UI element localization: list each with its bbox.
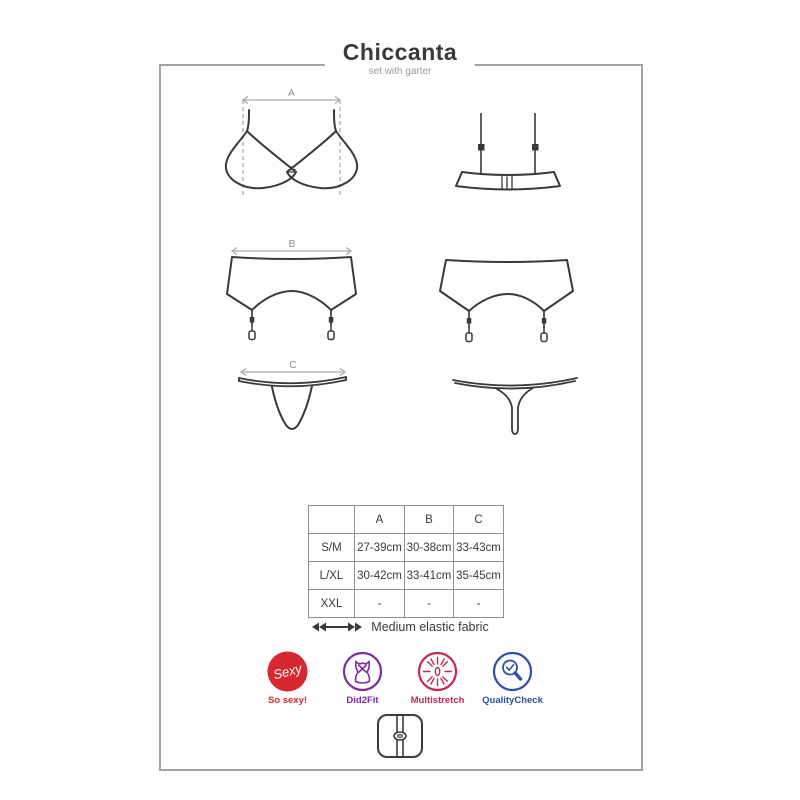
size-value: - [454, 590, 504, 618]
page-subtitle: set with garter [368, 66, 432, 77]
garter-straps [469, 311, 544, 328]
feature-label: So sexy! [267, 695, 308, 706]
thong-back-diagram [449, 364, 581, 456]
measurement-c-label: C [289, 360, 297, 371]
table-row [309, 562, 504, 590]
panty-front-diagram [224, 359, 376, 451]
measurement-b-label: B [288, 239, 296, 250]
feature-badges-row [0, 651, 800, 706]
fabric-note [0, 620, 800, 634]
garter-front-diagram [208, 234, 390, 352]
feature-multistretch [407, 651, 469, 706]
feature-label: Did2Fit [346, 695, 379, 706]
size-table-corner-cell [309, 506, 355, 534]
garter-clips [466, 328, 547, 342]
size-label: L/XL [309, 562, 355, 590]
size-value: - [405, 590, 454, 618]
garter-back-diagram [428, 249, 590, 351]
strap-adjuster [478, 144, 485, 151]
stretch-arrow-icon [311, 620, 363, 634]
size-value: 33-41cm [405, 562, 454, 590]
corset-fit-icon [342, 651, 383, 692]
multistretch-burst-icon [417, 651, 458, 692]
strap-adjuster [532, 144, 539, 151]
feature-qualitycheck [482, 651, 544, 706]
size-label: S/M [309, 534, 355, 562]
magnifier-check-icon [492, 651, 533, 692]
size-table-col-b: B [405, 506, 454, 534]
size-value: 30-42cm [355, 562, 405, 590]
size-table-col-a: A [355, 506, 405, 534]
table-row [309, 590, 504, 618]
sexy-badge-icon [267, 651, 308, 692]
svg-text:Sexy: Sexy [271, 660, 304, 683]
size-table [308, 505, 504, 618]
title-block [325, 39, 475, 81]
size-value: 33-43cm [454, 534, 504, 562]
measurement-a-label: A [288, 88, 295, 99]
page-title: Chiccanta [342, 39, 458, 65]
feature-so-sexy [257, 651, 319, 706]
size-value: 30-38cm [405, 534, 454, 562]
bra-front-diagram [213, 84, 388, 216]
size-value: - [355, 590, 405, 618]
garter-straps [252, 310, 331, 326]
size-table-col-c: C [454, 506, 504, 534]
garter-clip-icon [375, 712, 425, 760]
size-value: 35-45cm [454, 562, 504, 590]
garter-clips [249, 326, 334, 340]
fabric-note-text: Medium elastic fabric [371, 620, 489, 634]
feature-label: Multistretch [410, 695, 465, 706]
size-value: 27-39cm [355, 534, 405, 562]
bra-back-clasp [502, 176, 512, 190]
feature-label: QualityCheck [482, 695, 543, 706]
feature-did2fit [332, 651, 394, 706]
size-table-header-row [309, 506, 504, 534]
size-label: XXL [309, 590, 355, 618]
bra-back-diagram [440, 100, 580, 210]
table-row [309, 534, 504, 562]
